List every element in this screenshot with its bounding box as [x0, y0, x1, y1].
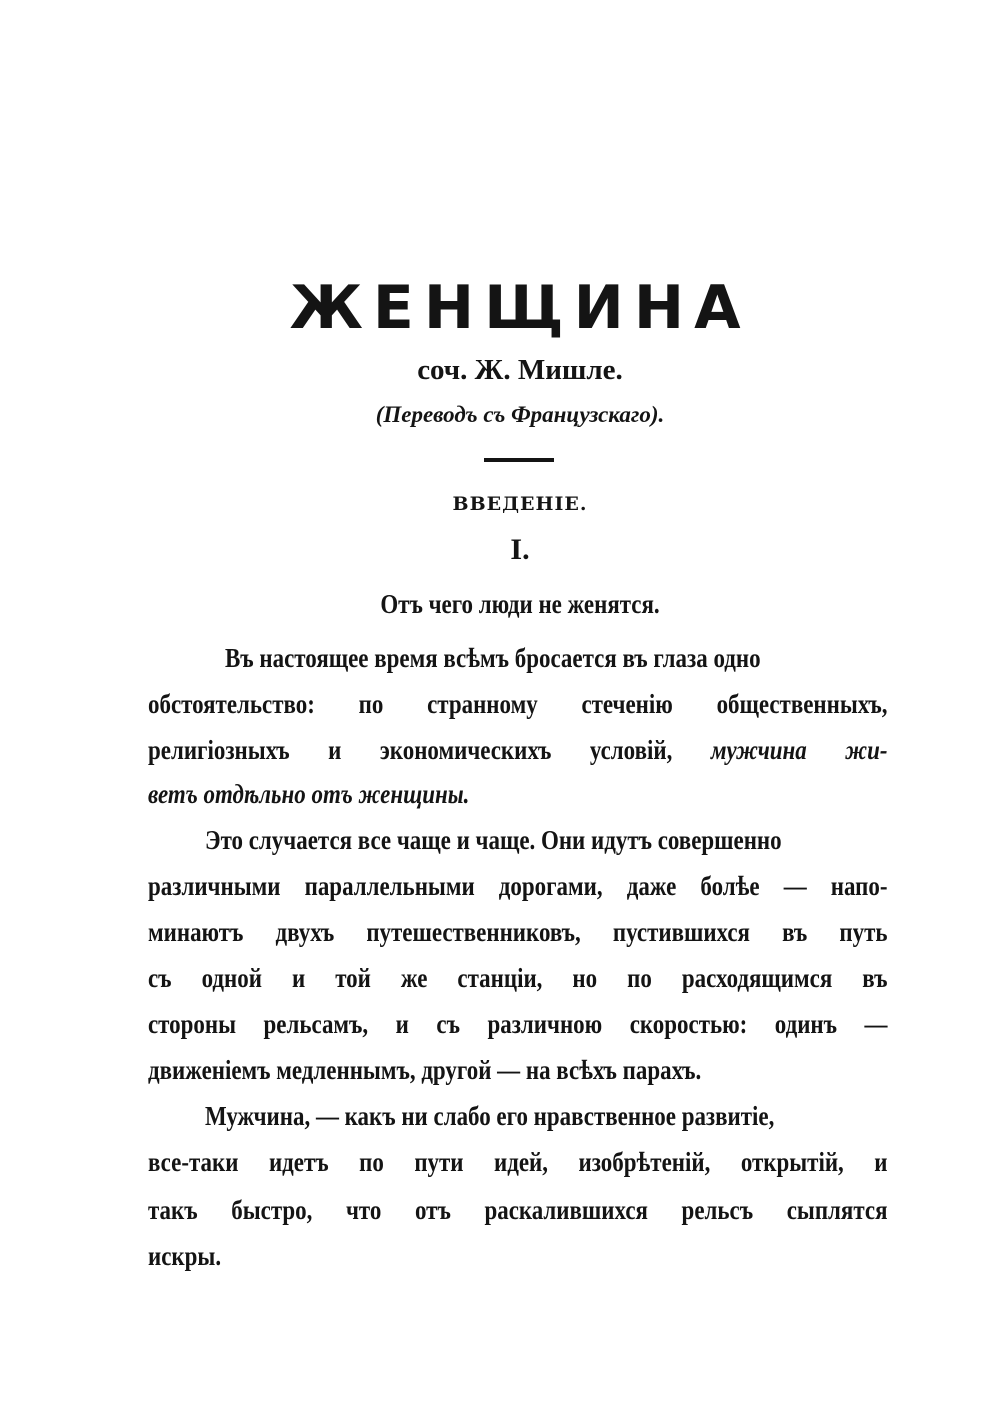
- section-heading: ВВЕДЕНІЕ.: [452, 493, 588, 515]
- paragraph-2-line-2: различными параллельными дорогами, даже болѣе — напо-: [148, 871, 888, 901]
- paragraph-1-line-2: обстоятельство: по странному стеченію общественныхъ,: [148, 689, 888, 719]
- paragraph-2-line-1: Это случается все чаще и чаще. Они идутъ совершенно: [205, 825, 782, 855]
- paragraph-2-line-3: минаютъ двухъ путешественниковъ, пустившихся въ путь: [148, 917, 888, 947]
- paragraph-3-line-1: Мужчина, — какъ ни слабо его нравственное развитіе,: [205, 1101, 775, 1131]
- chapter-number: I.: [510, 533, 530, 566]
- chapter-title: Отъ чего люди не женятся.: [380, 589, 660, 619]
- translation-note: (Переводъ съ Французскаго).: [375, 402, 665, 427]
- paragraph-2-line-6: движеніемъ медленнымъ, другой — на всѣхъ парахъ.: [148, 1055, 702, 1085]
- paragraph-3-line-3: такъ быстро, что отъ раскалившихся рельсъ сыплятся: [148, 1195, 888, 1225]
- paragraph-1-line-3-emphasis: мужчина жи-: [710, 735, 888, 765]
- paragraph-1-line-1: Въ настоящее время всѣмъ бросается въ глаза одно: [225, 643, 761, 673]
- paragraph-3-line-2: все-таки идетъ по пути идей, изобрѣтеній, открытій, и: [148, 1147, 888, 1177]
- paragraph-1-line-3: [148, 730, 888, 770]
- title-divider: [484, 458, 554, 462]
- paragraph-2-line-5: стороны рельсамъ, и съ различною скоростью: одинъ —: [148, 1009, 888, 1039]
- paragraph-3-line-4: искры.: [148, 1241, 222, 1271]
- book-title: ЖЕНЩИНА: [289, 273, 751, 343]
- paragraph-1-line-4-emphasis: ветъ отдѣльно отъ женщины.: [148, 779, 470, 809]
- author-byline: соч. Ж. Мишле.: [417, 354, 623, 386]
- paragraph-1-line-3-plain: религіозныхъ и экономическихъ условій,: [148, 735, 673, 765]
- paragraph-2-line-4: съ одной и той же станціи, но по расходящимся въ: [148, 963, 888, 993]
